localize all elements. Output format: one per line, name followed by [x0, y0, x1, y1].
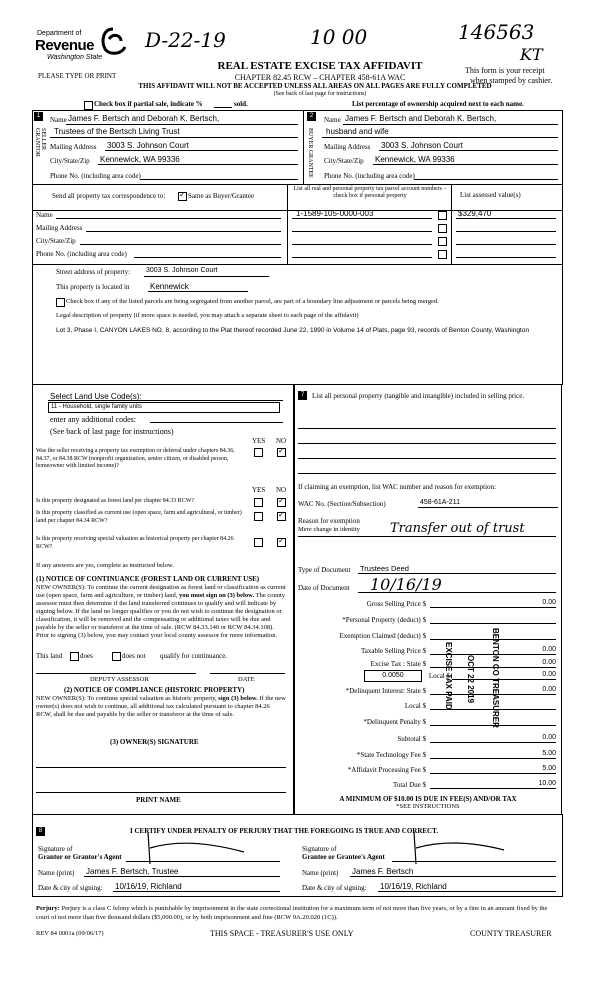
located-value[interactable]: Kennewick: [150, 282, 189, 291]
q3-text: Is this property classified as current use (open space, farm and agricultural, or timber) land per chapter 84.34 RCW?: [36, 510, 242, 524]
personal-line-3[interactable]: [298, 458, 556, 459]
buyer-mail-label: Mailing Address: [324, 143, 371, 151]
personal-line-4[interactable]: [298, 473, 556, 474]
buyer-side-label: BUYER GRANTEE: [307, 128, 313, 178]
grantor-date-label: Date & city of signing:: [38, 884, 103, 892]
buyer-name-line-2: [322, 137, 558, 138]
buyer-mail[interactable]: 3003 S. Johnson Court: [381, 141, 463, 150]
owner-signature-field[interactable]: [36, 767, 286, 768]
doc-date-value[interactable]: 10/16/19: [370, 575, 442, 594]
grantor-name-label: Name (print): [38, 869, 75, 877]
doc-type-label: Type of Document: [298, 566, 351, 574]
treasurer-use-only: THIS SPACE - TREASURER'S USE ONLY: [210, 929, 354, 938]
seller-side-label: SELLER GRANTOR: [34, 128, 46, 157]
row-local-label: Local $: [428, 672, 450, 680]
personal-property-checkbox-4[interactable]: [438, 250, 447, 259]
corr-phone-label: Phone No. (including area code): [36, 250, 127, 258]
personal-property-checkbox-1[interactable]: [438, 211, 447, 220]
county-treasurer: COUNTY TREASURER: [470, 929, 552, 938]
qualify-label: qualify for continuance.: [160, 652, 228, 660]
row-delinq-local-label: Local $: [404, 702, 426, 710]
street-label: Street address of property:: [56, 268, 131, 276]
handwritten-note-3: 146563: [458, 20, 535, 44]
grantee-name-label: Name (print): [302, 869, 339, 877]
partial-sale-label: Check box if partial sale, indicate %: [94, 100, 203, 108]
buyer-phone-label: Phone No. (including area code): [324, 172, 415, 180]
left-see-back: (See back of last page for instructions): [50, 427, 174, 436]
segregated-label: Check box if any of the listed parcels are being segregated from another parcel, are part of a boundary line adjustment or parcels being merged.: [66, 298, 439, 305]
row-taxable-value[interactable]: 0.00: [542, 646, 556, 653]
lower-divider: [293, 384, 294, 814]
parties-bottom-line: [32, 184, 562, 185]
receipt-note-1: This form is your receipt: [465, 66, 545, 75]
segregated-checkbox[interactable]: [56, 298, 65, 307]
minimum-notice: A MINIMUM OF $10.00 IS DUE IN FEE(S) AND/OR TAX: [339, 795, 517, 803]
section-7-number: 7: [298, 391, 307, 400]
doc-type-value[interactable]: Trustees Deed: [360, 564, 409, 573]
q2-text: Is this property designated as forest land per chapter 84.33 RCW?: [36, 498, 195, 504]
row-gross-line: [430, 607, 556, 608]
assessed-line-2[interactable]: [456, 231, 556, 232]
section-2-number: 2: [307, 112, 316, 121]
buyer-name-line-1: [343, 124, 558, 125]
treasurer-stamp-3: OCT 22 2019: [466, 655, 475, 704]
buyer-mail-line: [379, 150, 558, 151]
notice1-text-a: NEW OWNER(S): To continue the current designation as forest land or classification as current use (open space, farm and agriculture, or timber) land,: [36, 584, 286, 599]
row-gross-label: Gross Selling Price $: [366, 600, 426, 608]
notice1-text-c: The county assessor must then determine if the land transferred continues to qualify and will indicate by signing below. If the land no longer qualifies or you do not wish to continue the designation or classification, it will be removed and the compensating or additional taxes will be due and payable by the seller or transferor at the time of sale. (RCW 84.33.140 or RCW 84.34.108). Prior to signing (3) below, you may contact your local county assessor for more information.: [36, 592, 286, 639]
row-proc-fee-value[interactable]: 5.00: [542, 765, 556, 772]
see-instructions: *SEE INSTRUCTIONS: [396, 803, 460, 810]
notice2-text-a: NEW OWNER(S): To continue special valuation as historic property,: [36, 695, 217, 702]
seller-city-label: City/State/Zip: [50, 157, 90, 165]
grantee-name-line: [350, 876, 556, 877]
land-use-label: Select Land Use Code(s):: [50, 392, 142, 401]
send-all-label: Send all property tax correspondence to:: [52, 192, 166, 200]
see-back: (See back of last page for instructions): [273, 91, 367, 97]
row-subtotal-label: Subtotal $: [397, 735, 426, 743]
wac-line: [418, 507, 558, 508]
list-pct-label: List percentage of ownership acquired next to each name.: [352, 100, 524, 108]
seller-name-line-1: [66, 124, 298, 125]
owner-signature-label: (3) OWNER(S) SIGNATURE: [110, 738, 199, 746]
yes-header-2: YES: [252, 486, 266, 494]
personal-property-checkbox-2[interactable]: [438, 224, 447, 233]
handwritten-note-4: KT: [520, 45, 543, 64]
seller-mail-line: [105, 150, 298, 151]
street-value[interactable]: 3003 S. Johnson Court: [146, 267, 218, 274]
row-subtotal-value[interactable]: 0.00: [542, 734, 556, 741]
corr-name-label: Name: [36, 211, 53, 219]
receipt-note-2: when stamped by cashier.: [470, 76, 553, 85]
handwritten-note-2: 10 00: [310, 25, 368, 49]
row-taxable-label: Taxable Selling Price $: [360, 647, 426, 655]
seller-name-2[interactable]: Trustees of the Bertsch Living Trust: [54, 127, 180, 136]
dor-logo: Department of Revenue Washington State: [35, 25, 130, 65]
parcel-line-4[interactable]: [292, 257, 432, 258]
assessed-1[interactable]: $329,470: [458, 209, 492, 218]
located-label: This property is located in: [56, 283, 130, 291]
deputy-date-field[interactable]: [210, 673, 285, 674]
row-proc-fee-label: *Affidavit Processing Fee $: [347, 766, 426, 774]
row-total-value[interactable]: 10.00: [538, 780, 556, 787]
buyer-city-label: City/State/Zip: [324, 157, 364, 165]
notice2-title: (2) NOTICE OF COMPLIANCE (HISTORIC PROPERTY): [64, 686, 245, 694]
logo-swirl-icon: [99, 27, 127, 57]
corr-mail-label: Mailing Address: [36, 224, 83, 232]
q1-yes-checkbox[interactable]: [254, 448, 263, 457]
parties-divider: [303, 110, 304, 184]
parcel-line-2[interactable]: [292, 231, 432, 232]
buyer-name-1[interactable]: James F. Bertsch and Deborah K. Bertsch,: [345, 114, 497, 123]
deputy-assessor-label: DEPUTY ASSESSOR: [90, 676, 149, 683]
buyer-phone-field[interactable]: [414, 179, 558, 180]
grantee-date-line: [378, 891, 556, 892]
treasurer-stamp-2: EXCISE TAX PAID: [444, 642, 453, 710]
local-rate-box[interactable]: 0.0050: [364, 670, 422, 682]
corr-city-field[interactable]: [80, 244, 281, 245]
land-use-select[interactable]: [48, 402, 280, 413]
row-total-label: Total Due $: [393, 781, 426, 789]
no-header-2: NO: [276, 486, 287, 494]
row-personal-line: [430, 623, 556, 624]
partial-sale-checkbox[interactable]: [84, 101, 93, 110]
assessed-line-1: [456, 218, 556, 219]
legal-description[interactable]: Lot 3, Phase I, CANYON LAKES NO. 8, according to the Plat thereof recorded June 22, 1990 in Volume 14 of Plats, page 93, records of Benton County, Washington: [56, 327, 529, 334]
seller-mail[interactable]: 3003 S. Johnson Court: [107, 141, 189, 150]
wac-value[interactable]: 458-61A-211: [420, 499, 460, 506]
notice1-text: [36, 584, 286, 640]
land-use-value: 11 - Household, single family units: [51, 404, 142, 410]
q3-no-checkbox[interactable]: [277, 512, 286, 521]
additional-codes-field[interactable]: [150, 422, 283, 423]
grantor-name[interactable]: James F. Bertsch, Trustee: [86, 867, 179, 876]
assessed-header: List assessed value(s): [460, 191, 521, 199]
grantor-date-line: [113, 891, 280, 892]
handwritten-note-1: D-22-19: [145, 28, 226, 52]
land-use-line: [48, 400, 283, 401]
buyer-name-label: Name: [324, 116, 341, 124]
row-total-line: [430, 788, 556, 789]
does-checkbox[interactable]: [70, 652, 79, 661]
q1-no-checkbox[interactable]: [277, 448, 286, 457]
no-header-1: NO: [276, 437, 287, 445]
reason-label: Reason for exemption: [298, 517, 360, 525]
row-exemption-label: Exemption Claimed (deduct) $: [339, 632, 426, 640]
buyer-city-line: [373, 164, 558, 165]
row-delinq-state-value[interactable]: 0.00: [542, 686, 556, 693]
form-revision: REV 84 0001a (09/06/17): [36, 930, 104, 937]
buyer-city[interactable]: Kennewick, WA 99336: [375, 155, 455, 164]
personal-property-checkbox-3[interactable]: [438, 237, 447, 246]
grantor-sig-label-2: Grantor or Grantor's Agent: [38, 853, 122, 861]
corr-name-field[interactable]: [56, 218, 281, 219]
parcel-1[interactable]: 1-1589-105-0000-003: [296, 209, 374, 218]
corr-phone-field[interactable]: [134, 257, 281, 258]
sold-label: sold.: [234, 100, 248, 108]
row-personal-label: *Personal Property (deduct) $: [342, 616, 426, 624]
section-8-number: 8: [36, 827, 45, 836]
seller-name-1[interactable]: James F. Bertsch and Deborah K. Bertsch,: [68, 114, 220, 123]
grantee-sig-label-1: Signature of: [302, 845, 337, 853]
row-proc-fee-line: [430, 773, 556, 774]
grantee-date-label: Date & city of signing:: [302, 884, 367, 892]
row-penalty-label: *Delinquent Penalty $: [363, 718, 426, 726]
legal-label: Legal description of property (if more space is needed, you may attach a separate sheet to each page of the affidavit): [56, 312, 359, 319]
parcel-line-3[interactable]: [292, 244, 432, 245]
q3-yes-checkbox[interactable]: [254, 512, 263, 521]
treasurer-stamp-1: BENTON CO TREASURER: [491, 628, 500, 728]
grantee-signature-icon: [404, 828, 514, 868]
q4-text: Is this property receiving special valuation as historical property per chapter 84.26 RCW?: [36, 536, 234, 550]
this-land-label: This land: [36, 652, 63, 660]
if-any-yes: If any answers are yes, complete as instructed below.: [36, 562, 174, 569]
seller-mail-label: Mailing Address: [50, 143, 97, 151]
row-tech-fee-value[interactable]: 5.00: [542, 750, 556, 757]
deputy-assessor-signature[interactable]: [36, 673, 196, 674]
q4-yes-checkbox[interactable]: [254, 538, 263, 547]
row-excise-state-label: Excise Tax : State $: [370, 660, 426, 668]
deputy-date-label: DATE: [238, 676, 255, 683]
parcel-header: List all real and personal property tax parcel account numbers – check box if personal property: [293, 186, 447, 199]
q2-no-checkbox[interactable]: [277, 498, 286, 507]
q2-yes-checkbox[interactable]: [254, 498, 263, 507]
corr-city-label: City/State/Zip: [36, 237, 76, 245]
seller-name-label: Name: [50, 116, 67, 124]
row-tech-fee-label: *State Technology Fee $: [356, 751, 426, 759]
assessed-line-4[interactable]: [456, 257, 556, 258]
does-not-label: does not: [122, 652, 146, 660]
row-tech-fee-line: [430, 758, 556, 759]
doc-type-line: [358, 573, 556, 574]
seller-city[interactable]: Kennewick, WA 99336: [100, 155, 180, 164]
seller-phone-field[interactable]: [140, 179, 298, 180]
owner-print-field[interactable]: [36, 792, 286, 793]
personal-line-1[interactable]: [298, 428, 556, 429]
notice2-text-c: If the new owner(s) does not wish to continue, all additional tax calculated pursuant to chapter 84.26 RCW, shall be due and payable by the seller or transferor at the time of sale.: [36, 695, 286, 718]
does-not-checkbox[interactable]: [112, 652, 121, 661]
seller-city-line: [98, 164, 298, 165]
perjury-text: Perjury is a class C felony which is punishable by imprisonment in the state correctional institution for a maximum term of not more than five years, or by a fine in an amount fixed by the court of not more than five thousand dollars ($5,000.00), or by both imprisonment and fine (RCW 9A.20.020 (1C)).: [36, 905, 548, 921]
row-delinq-state-label: *Delinquent Interest: State $: [345, 687, 426, 695]
row-excise-state-value[interactable]: 0.00: [542, 659, 556, 666]
reason-line: [298, 536, 556, 537]
grantee-sig-label-2: Grantee or Grantee's Agent: [302, 853, 385, 861]
grantor-name-line: [84, 876, 280, 877]
list-personal-label: List all personal property (tangible and intangible) included in selling price.: [312, 392, 525, 400]
same-as-buyer-checkbox[interactable]: [178, 192, 187, 201]
notice2-text: [36, 695, 286, 719]
same-as-buyer-label: Same as Buyer/Grantee: [188, 192, 255, 200]
grantor-date[interactable]: 10/16/19, Richland: [115, 882, 182, 891]
row-local-value[interactable]: 0.00: [542, 671, 556, 678]
perjury-heading: Perjury:: [36, 905, 60, 912]
q1-text: Was the seller receiving a property tax exemption or deferral under chapters 84.36, 84.37, or 84.38 RCW (nonprofit organization, senior citizen, or disabled person, homeowner with limited income)?: [36, 448, 235, 469]
please-type: PLEASE TYPE OR PRINT: [38, 72, 117, 80]
buyer-name-2[interactable]: husband and wife: [326, 127, 389, 136]
parcel-line-1: [292, 218, 432, 219]
reason-handwritten: Transfer out of trust: [390, 521, 525, 536]
print-name-label: PRINT NAME: [136, 796, 181, 804]
grantee-name[interactable]: James F. Bertsch: [352, 867, 414, 876]
form-title: REAL ESTATE EXCISE TAX AFFIDAVIT: [217, 60, 423, 72]
personal-line-2[interactable]: [298, 443, 556, 444]
wac-label: WAC No. (Section/Subsection): [298, 500, 386, 508]
additional-codes-label: enter any additional codes:: [50, 415, 136, 424]
reason-typed[interactable]: Mere change in identity: [298, 526, 360, 533]
form-chapter: CHAPTER 82.45 RCW – CHAPTER 458-61A WAC: [234, 73, 406, 82]
section-1-number: 1: [34, 112, 43, 121]
grantor-sig-label-1: Signature of: [38, 845, 73, 853]
notice1-title: (1) NOTICE OF CONTINUANCE (FOREST LAND OR CURRENT USE): [36, 575, 260, 583]
partial-pct-line: [214, 107, 232, 108]
doc-date-label: Date of Document: [298, 584, 350, 592]
yes-header-1: YES: [252, 437, 266, 445]
located-line: [148, 291, 248, 292]
notice1-text-b: you must sign on (3) below.: [178, 592, 255, 599]
grantor-signature-icon: [140, 828, 250, 868]
seller-name-line-2: [50, 137, 298, 138]
form-warning: THIS AFFIDAVIT WILL NOT BE ACCEPTED UNLESS ALL AREAS ON ALL PAGES ARE FULLY COMPLETED: [138, 82, 492, 90]
assessed-line-3[interactable]: [456, 244, 556, 245]
certify-text: I CERTIFY UNDER PENALTY OF PERJURY THAT THE FOREGOING IS TRUE AND CORRECT.: [130, 827, 439, 835]
claiming-label: If claiming an exemption, list WAC number and reason for exemption:: [298, 483, 496, 491]
street-line: [144, 276, 269, 277]
q4-no-checkbox[interactable]: [277, 538, 286, 547]
does-label: does: [80, 652, 93, 660]
notice2-text-b: sign (3) below.: [218, 695, 258, 702]
seller-phone-label: Phone No. (including area code): [50, 172, 141, 180]
doc-date-line: [358, 592, 556, 593]
grantee-date[interactable]: 10/16/19, Richland: [380, 882, 447, 891]
corr-mail-field[interactable]: [86, 231, 281, 232]
row-gross-value[interactable]: 0.00: [542, 599, 556, 606]
perjury-notice: [36, 905, 560, 922]
